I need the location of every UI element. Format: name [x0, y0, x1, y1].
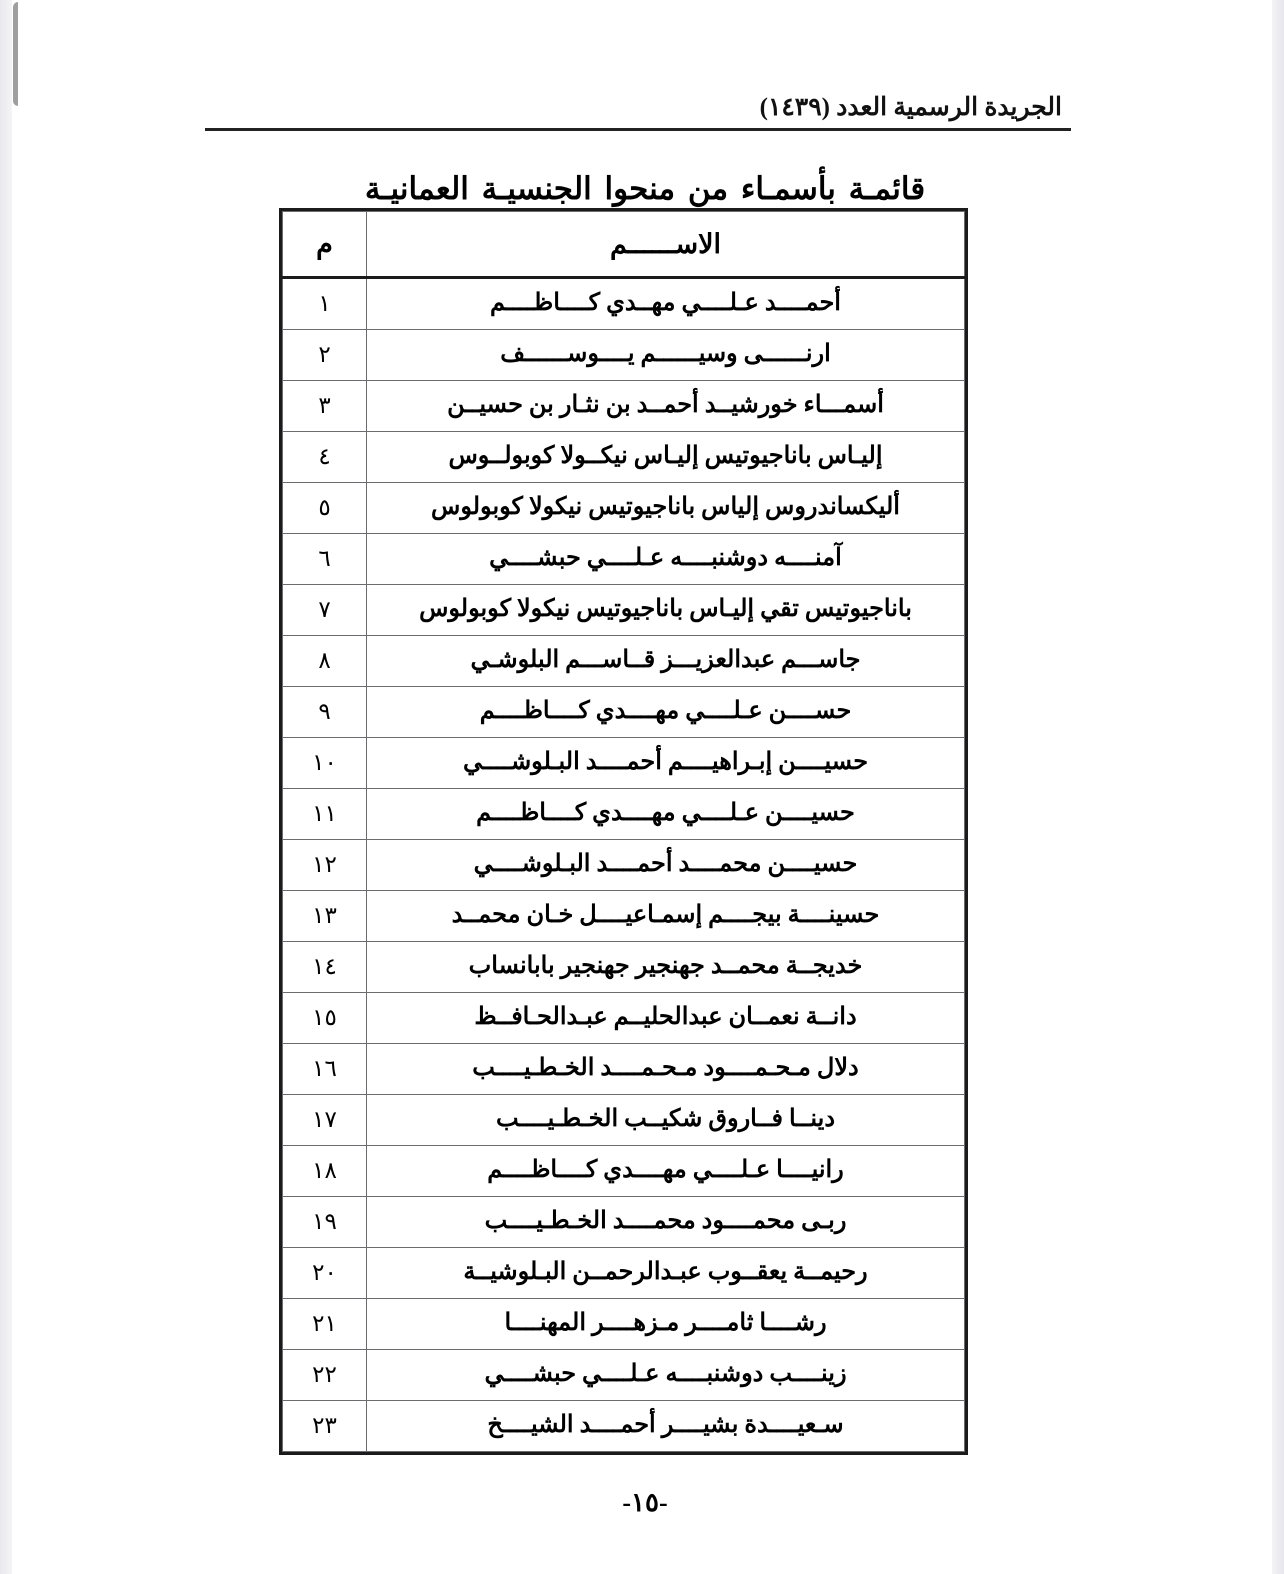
granted-citizenship-table [282, 211, 965, 1452]
cell-number: ٩ [283, 687, 367, 738]
cell-name: حسيــــن عـلــــي مهــــدي كــــاظــــم [367, 789, 965, 840]
table-body [283, 278, 965, 1452]
table-row [283, 840, 965, 891]
cell-number: ٤ [283, 432, 367, 483]
cell-number: ٧ [283, 585, 367, 636]
cell-number: ٨ [283, 636, 367, 687]
cell-number: ١١ [283, 789, 367, 840]
table-row [283, 1044, 965, 1095]
right-edge-gutter [1272, 0, 1284, 1574]
cell-number: ١٩ [283, 1197, 367, 1248]
cell-name: أحمــــد عـلــــي مهــدي كــــاظــــم [367, 278, 965, 330]
cell-name: حســــن عـلــــي مهــــدي كــــاظــــم [367, 687, 965, 738]
cell-number: ١٥ [283, 993, 367, 1044]
cell-number: ١٤ [283, 942, 367, 993]
cell-name: رانيــــا عـلــــي مهــــدي كــــاظــــم [367, 1146, 965, 1197]
table-row [283, 1299, 965, 1350]
cell-name: حسيــــن محمــــد أحمــــد البـلوشــــي [367, 840, 965, 891]
cell-name: زينــــب دوشنبــــه عـلــــي حبشــــي [367, 1350, 965, 1401]
cell-number: ٢٣ [283, 1401, 367, 1452]
cell-number: ٢٠ [283, 1248, 367, 1299]
cell-name: دلال مـحـمــــود مـحـمــــد الخـطـيــــب [367, 1044, 965, 1095]
running-head: الجريدة الرسمية العدد (١٤٣٩) [759, 94, 1062, 121]
cell-name: أليكساندروس إلياس باناجيوتيس نيكولا كوبولوس [367, 483, 965, 534]
page-title: قائمـة بأسمـاء من منحوا الجنسيـة العمانيـة [364, 170, 926, 206]
table-header-row [283, 212, 965, 278]
table-row [283, 330, 965, 381]
cell-number: ٢٢ [283, 1350, 367, 1401]
cell-number: ١٨ [283, 1146, 367, 1197]
cell-name: حسينــــة بيجــــم إسمـاعيــــل خـان محمــد [367, 891, 965, 942]
cell-name: إليـاس باناجيوتيس إليـاس نيكــولا كوبولــوس [367, 432, 965, 483]
table-row [283, 942, 965, 993]
cell-name: باناجيوتيس تقي إليـاس باناجيوتيس نيكولا كوبولوس [367, 585, 965, 636]
cell-name: رحيمــة يعقــوب عبـدالرحمــن البـلوشيــة [367, 1248, 965, 1299]
table-row [283, 1248, 965, 1299]
table-row [283, 432, 965, 483]
table-header [283, 212, 965, 278]
table-row [283, 585, 965, 636]
table-row [283, 1401, 965, 1452]
cell-name: جاســـم عبدالعزيـــز قــاســـم البلوشـي [367, 636, 965, 687]
cell-name: دينــا فــاروق شكيــب الخـطـيــــب [367, 1095, 965, 1146]
cell-name: ربـى محمــــود محمــــد الخـطـيــــب [367, 1197, 965, 1248]
table-row [283, 1146, 965, 1197]
cell-name: ارنــــــى وسيــــــم يــــوســــــف [367, 330, 965, 381]
table-row [283, 891, 965, 942]
cell-name: سـعيــــدة بشيــــر أحمــــد الشيــــخ [367, 1401, 965, 1452]
table-row [283, 789, 965, 840]
cell-name: أسمـــاء خورشيــد أحمــد بن نثـار بن حسيــن [367, 381, 965, 432]
header-divider [205, 128, 1071, 131]
vertical-scrollbar[interactable] [6, 0, 18, 1574]
cell-number: ١٢ [283, 840, 367, 891]
table-row [283, 534, 965, 585]
cell-number: ١٧ [283, 1095, 367, 1146]
cell-number: ١٠ [283, 738, 367, 789]
cell-number: ٣ [283, 381, 367, 432]
cell-number: ١٦ [283, 1044, 367, 1095]
cell-number: ١ [283, 278, 367, 330]
table-row [283, 278, 965, 330]
column-header-name: الاســــــم [367, 212, 965, 278]
column-header-number: م [283, 212, 367, 278]
table-row [283, 687, 965, 738]
table-row [283, 483, 965, 534]
table-row [283, 1095, 965, 1146]
cell-number: ٢ [283, 330, 367, 381]
cell-name: آمنــــه دوشنبــــه عـلــــي حبشــــي [367, 534, 965, 585]
table-row [283, 1197, 965, 1248]
cell-number: ١٣ [283, 891, 367, 942]
table-row [283, 1350, 965, 1401]
cell-name: رشــــا ثامــــر مـزهــــر المهنــــا [367, 1299, 965, 1350]
cell-number: ٢١ [283, 1299, 367, 1350]
cell-number: ٦ [283, 534, 367, 585]
cell-name: دانــة نعمــان عبدالحليــم عبـدالحـافــظ [367, 993, 965, 1044]
cell-number: ٥ [283, 483, 367, 534]
page-number: -١٥- [622, 1488, 668, 1517]
table-row [283, 993, 965, 1044]
table-row [283, 636, 965, 687]
cell-name: خديجــة محمــد جهنجير جهنجير بابانساب [367, 942, 965, 993]
table-row [283, 738, 965, 789]
cell-name: حسيــــن إبـراهيــــم أحمــــد البـلوشــــي [367, 738, 965, 789]
table-row [283, 381, 965, 432]
document-page [18, 0, 1272, 1574]
